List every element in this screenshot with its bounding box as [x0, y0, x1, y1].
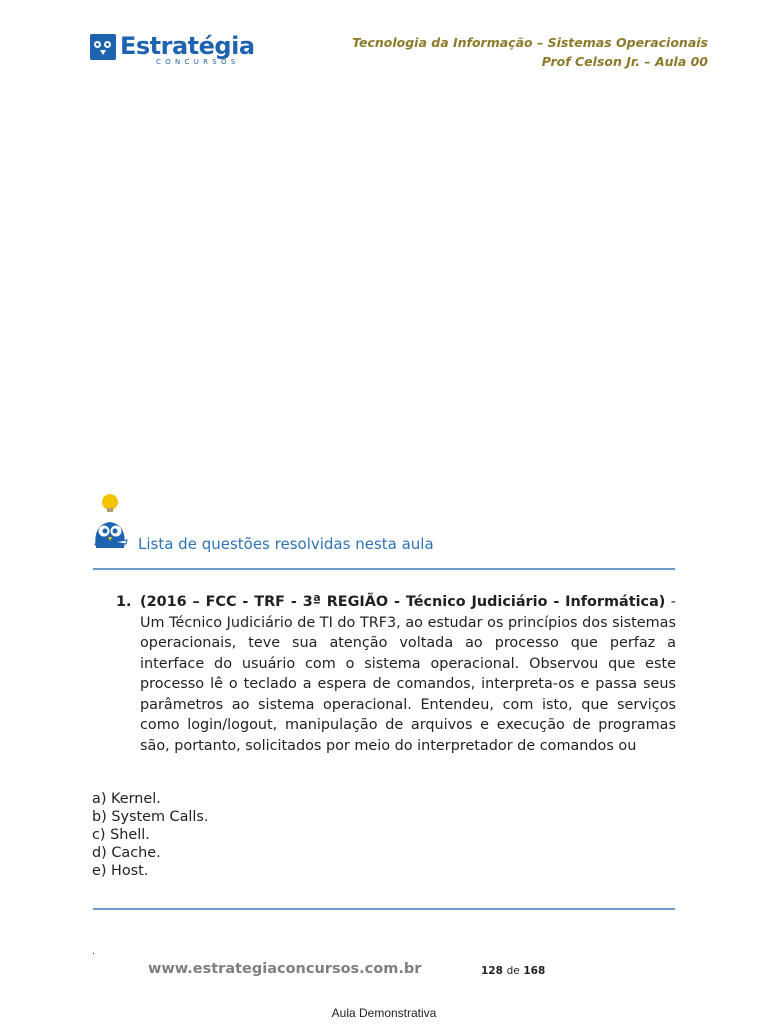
logo-subtitle: CONCURSOS [156, 58, 240, 66]
footer-dot: . [92, 946, 96, 957]
owl-logo-icon [90, 34, 116, 60]
page-current: 128 [481, 965, 503, 977]
section-title: Lista de questões resolvidas nesta aula [138, 535, 434, 553]
option-c: c) Shell. [92, 827, 150, 843]
page-of: de [506, 965, 520, 977]
question-source: (2016 – FCC - TRF - 3ª REGIÃO - Técnico Judiciário - Informática) [140, 594, 666, 610]
divider [93, 568, 675, 570]
footer-label: Aula Demonstrativa [331, 1006, 437, 1020]
option-d: d) Cache. [92, 845, 161, 861]
option-a: a) Kernel. [92, 791, 161, 807]
owl-mascot-icon [92, 514, 128, 548]
option-e: e) Host. [92, 863, 149, 879]
question-block [116, 592, 676, 756]
website-link[interactable]: www.estrategiaconcursos.com.br [148, 961, 422, 977]
divider [93, 908, 675, 910]
header-course-title: Tecnologia da Informação – Sistemas Operacionais [352, 35, 708, 50]
header-professor-lesson: Prof Celson Jr. – Aula 00 [541, 54, 708, 69]
answer-options [92, 790, 209, 880]
question-body [140, 592, 676, 756]
page-number [481, 965, 545, 977]
page-total: 168 [523, 965, 546, 977]
lightbulb-icon [102, 494, 118, 510]
logo-name: Estratégia [120, 32, 255, 60]
question-text: - Um Técnico Judiciário de TI do TRF3, ao estudar os princípios dos sistemas operacionais, teve sua atenção voltada ao processo que perfaz a interface do usuário com o sistema operacional. Observou que este processo lê o teclado a espera de comandos, interpreta-os e passa seus parâmetros ao sistema operacional. Entendeu, com isto, que serviços como login/logout, manipulação de arquivos e execução de programas são, portanto, solicitados por meio do interpretador de comandos ou [140, 594, 676, 754]
estrategia-logo [90, 34, 255, 66]
question-number: 1. [116, 594, 132, 610]
option-b: b) System Calls. [92, 809, 209, 825]
